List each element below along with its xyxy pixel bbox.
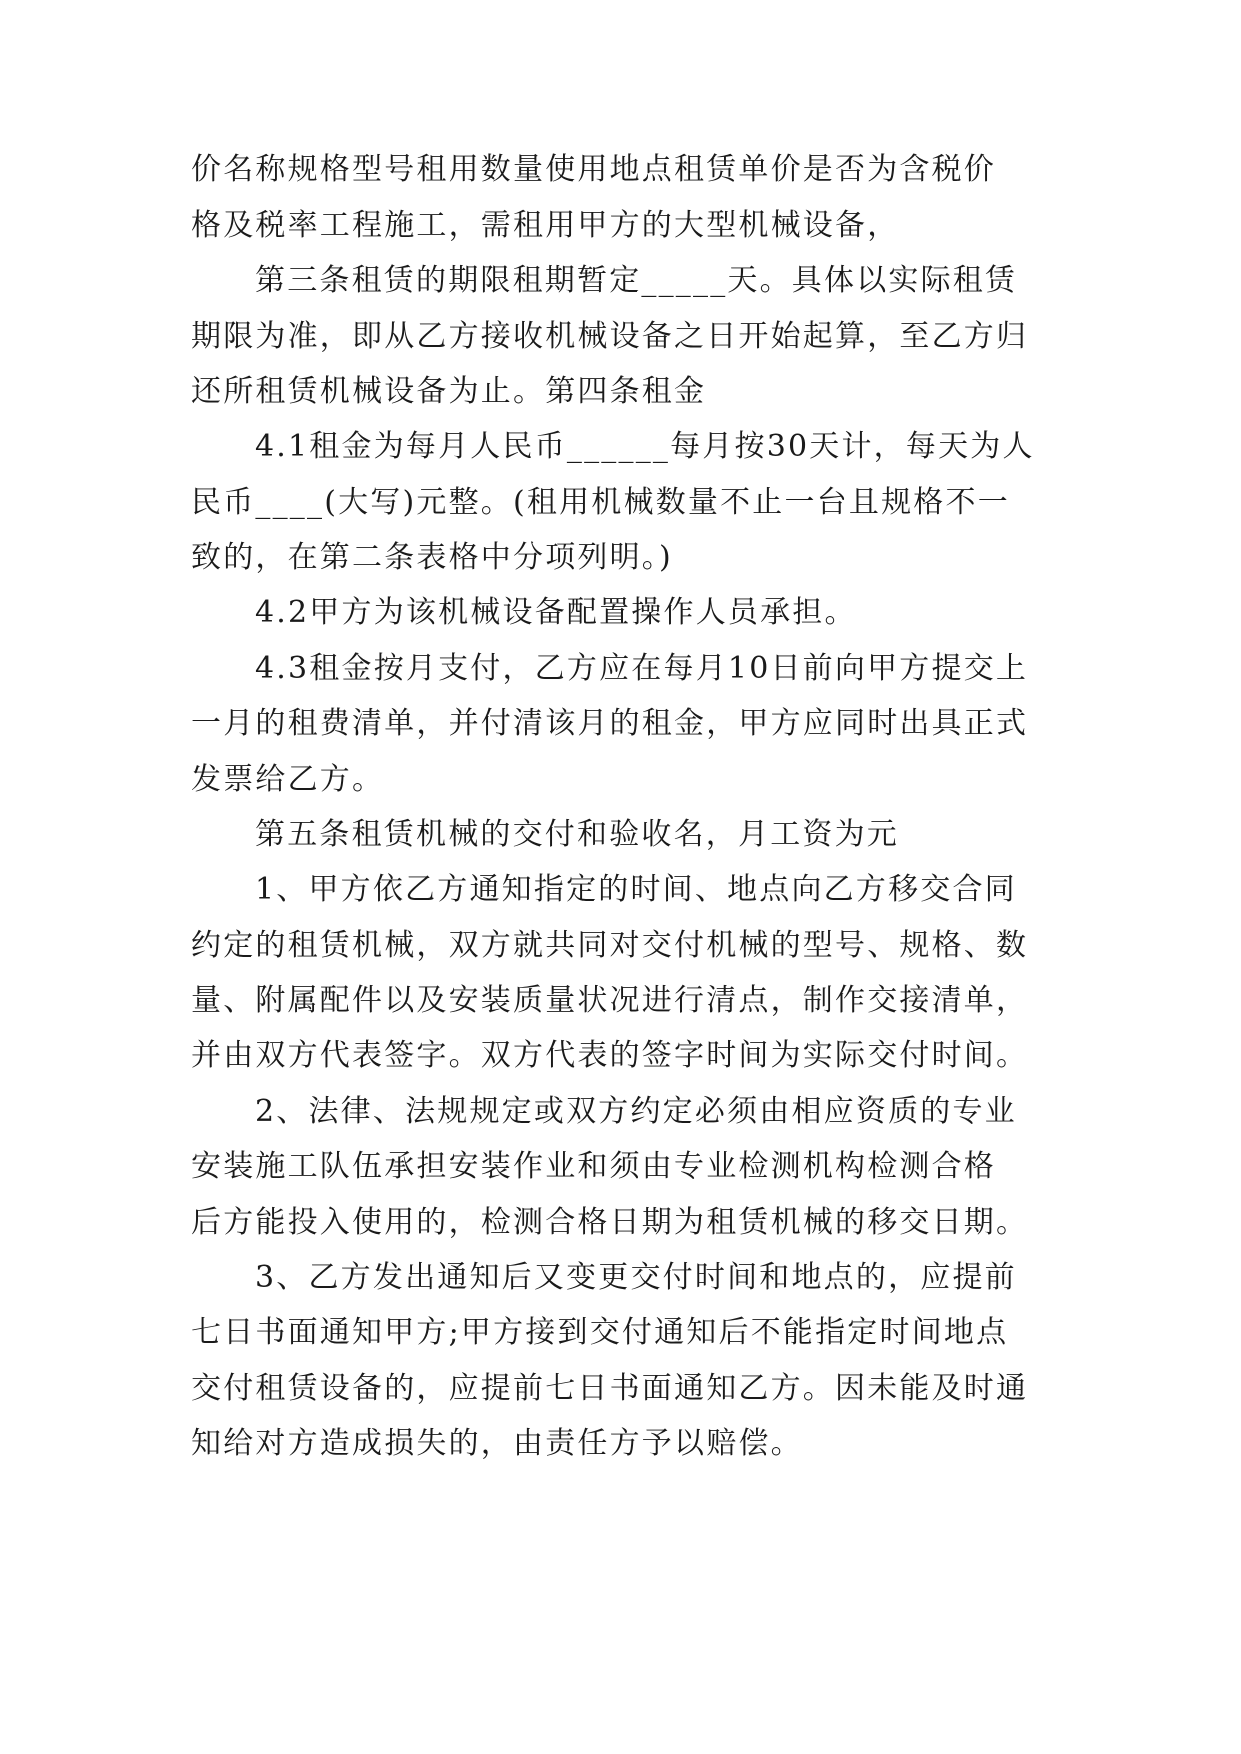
text-line: 期限为准，即从乙方接收机械设备之日开始起算，至乙方归 — [191, 319, 1029, 354]
text-line: 还所租赁机械设备为止。第四条租金 — [191, 374, 707, 409]
text-line: 并由双方代表签字。双方代表的签字时间为实际交付时间。 — [191, 1038, 1029, 1073]
text-line: 后方能投入使用的，检测合格日期为租赁机械的移交日期。 — [191, 1205, 1029, 1240]
text-line: 交付租赁设备的，应提前七日书面通知乙方。因未能及时通 — [191, 1371, 1029, 1406]
text-line: 知给对方造成损失的，由责任方予以赔偿。 — [191, 1426, 803, 1461]
text-line: 4.3租金按月支付，乙方应在每月10日前向甲方提交上 — [255, 651, 1029, 686]
text-line: 格及税率工程施工，需租用甲方的大型机械设备， — [191, 208, 900, 243]
text-line: 1、甲方依乙方通知指定的时间、地点向乙方移交合同 — [255, 872, 1017, 907]
text-line: 3、乙方发出通知后又变更交付时间和地点的，应提前 — [255, 1260, 1017, 1295]
text-line: 2、法律、法规规定或双方约定必须由相应资质的专业 — [255, 1094, 1017, 1129]
text-line: 第五条租赁机械的交付和验收名，月工资为元 — [255, 817, 899, 852]
text-line: 4.2甲方为该机械设备配置操作人员承担。 — [255, 595, 857, 630]
text-line: 约定的租赁机械，双方就共同对交付机械的型号、规格、数 — [191, 928, 1029, 963]
text-line: 致的，在第二条表格中分项列明。) — [191, 540, 673, 575]
text-line: 安装施工队伍承担安装作业和须由专业检测机构检测合格 — [191, 1149, 996, 1184]
text-line: 七日书面通知甲方;甲方接到交付通知后不能指定时间地点 — [191, 1315, 1009, 1350]
text-line: 价名称规格型号租用数量使用地点租赁单价是否为含税价 — [191, 152, 996, 187]
text-line: 量、附属配件以及安装质量状况进行清点，制作交接清单， — [191, 983, 1029, 1018]
text-line: 4.1租金为每月人民币______每月按30天计，每天为人 — [255, 429, 1035, 464]
text-line: 发票给乙方。 — [191, 762, 385, 797]
text-line: 民币____(大写)元整。(租用机械数量不止一台且规格不一 — [191, 485, 1010, 520]
text-line: 第三条租赁的期限租期暂定_____天。具体以实际租赁 — [255, 263, 1018, 298]
text-line: 一月的租费清单，并付清该月的租金，甲方应同时出具正式 — [191, 706, 1029, 741]
